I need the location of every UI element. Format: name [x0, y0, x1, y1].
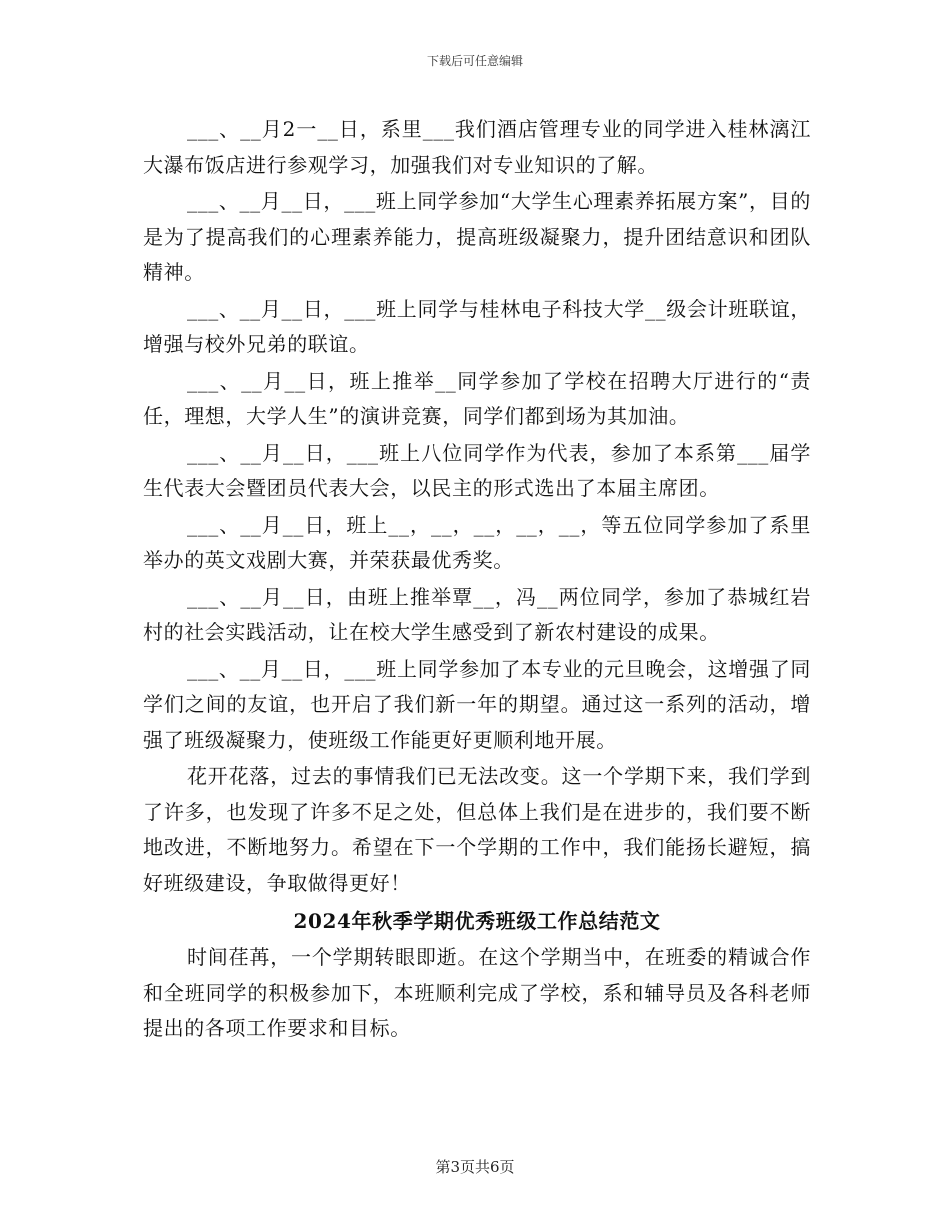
paragraph: ___、__月__日，___班上同学与桂林电子科技大学__级会计班联谊，增强与校外兄弟的联谊。: [143, 296, 811, 356]
page-header: 下载后可任意编辑: [426, 54, 523, 68]
section-title: 2024年秋季学期优秀班级工作总结范文: [293, 909, 661, 933]
paragraph: 时间荏苒，一个学期转眼即逝。在这个学期当中，在班委的精诚合作和全班同学的积极参加下，本班顺利完成了学校，系和辅导员及各科老师提出的各项工作要求和目标。: [143, 945, 811, 1040]
paragraph: ___、__月__日，___班上八位同学作为代表，参加了本系第___届学生代表大会暨团员代表大会，以民主的形式选出了本届主席团。: [143, 440, 811, 500]
paragraph: ___、__月__日，班上推举__同学参加了学校在招聘大厅进行的“责任，理想，大学人生”的演讲竞赛，同学们都到场为其加油。: [143, 368, 811, 428]
paragraph: ___、__月__日，___班上同学参加“大学生心理素养拓展方案”，目的是为了提高我们的心理素养能力，提高班级凝聚力，提升团结意识和团队精神。: [143, 189, 811, 284]
paragraph: ___、__月__日，___班上同学参加了本专业的元旦晚会，这增强了同学们之间的友谊，也开启了我们新一年的期望。通过这一系列的活动，增强了班级凝聚力，使班级工作能更好更顺利地开展。: [143, 656, 811, 752]
paragraph: 花开花落，过去的事情我们已无法改变。这一个学期下来，我们学到了许多，也发现了许多不足之处，但总体上我们是在进步的，我们要不断地改进，不断地努力。希望在下一个学期的工作中，我们能扬长避短，搞好班级建设，争取做得更好！: [143, 764, 811, 895]
paragraph: ___、__月__日，由班上推举覃__，冯__两位同学，参加了恭城红岩村的社会实践活动，让在校大学生感受到了新农村建设的成果。: [143, 584, 811, 644]
paragraph: ___、__月2一__日，系里___我们酒店管理专业的同学进入桂林漓江大瀑布饭店进行参观学习，加强我们对专业知识的了解。: [143, 117, 811, 177]
paragraph: ___、__月__日，班上__，__，__，__，__，等五位同学参加了系里举办的英文戏剧大赛，并荣获最优秀奖。: [143, 512, 811, 572]
page-footer: 第3页共6页: [435, 1158, 515, 1176]
document-body: [143, 112, 811, 1048]
